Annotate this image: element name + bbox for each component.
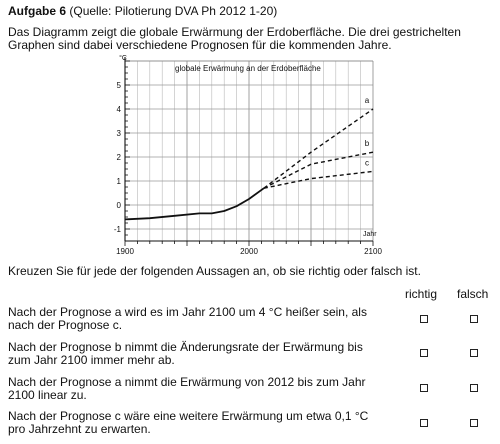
column-header-richtig: richtig bbox=[405, 287, 438, 301]
task-title: Aufgabe 6 bbox=[8, 4, 67, 18]
y-tick-label: 4 bbox=[116, 105, 121, 114]
series-label-c: c bbox=[365, 158, 369, 168]
x-axis-label: Jahr bbox=[363, 231, 377, 238]
chart-title: globale Erwärmung an der Erdoberfläche bbox=[175, 64, 321, 73]
y-tick-label: 5 bbox=[116, 81, 121, 90]
task-heading bbox=[8, 4, 277, 18]
intro-text: Das Diagramm zeigt die globale Erwärmung der Erdoberfläche. Die drei gestrichelten Graphen sind dabei verschiedene Prognosen für die kommenden Jahre. bbox=[8, 25, 461, 52]
x-tick-label: 2000 bbox=[240, 247, 258, 256]
statement-2: Nach der Prognose b nimmt die Änderungsrate der Erwärmung bis zum Jahr 2100 immer mehr ab. bbox=[8, 340, 363, 367]
chart-labels bbox=[116, 54, 377, 238]
statement-3-richtig-checkbox[interactable] bbox=[420, 384, 428, 392]
series-label-a: a bbox=[364, 96, 370, 105]
statement-3-falsch-checkbox[interactable] bbox=[470, 384, 478, 392]
series-label-b: b bbox=[364, 139, 370, 149]
statement-2-falsch-checkbox[interactable] bbox=[470, 349, 478, 357]
statement-4-richtig-checkbox[interactable] bbox=[420, 419, 428, 427]
y-tick-label: 1 bbox=[116, 177, 121, 186]
series-line-c bbox=[264, 171, 373, 188]
series-line-b bbox=[264, 152, 373, 188]
y-tick-label: 3 bbox=[116, 129, 121, 138]
statement-1: Nach der Prognose a wird es im Jahr 2100 um 4 °C heißer sein, als nach der Prognose c. bbox=[8, 305, 367, 332]
y-tick-label: 0 bbox=[116, 201, 121, 210]
x-tick-label: 1900 bbox=[116, 247, 134, 256]
chart-grid bbox=[125, 61, 373, 241]
statement-1-falsch-checkbox[interactable] bbox=[470, 315, 478, 323]
y-axis-label: °C bbox=[119, 55, 127, 62]
statement-2-richtig-checkbox[interactable] bbox=[420, 349, 428, 357]
task-source: (Quelle: Pilotierung DVA Ph 2012 1-20) bbox=[69, 4, 278, 18]
y-tick-label: 2 bbox=[116, 153, 121, 162]
x-tick-label: 2100 bbox=[364, 247, 382, 256]
column-header-falsch: falsch bbox=[457, 287, 489, 301]
series-line-measured bbox=[125, 188, 264, 219]
y-tick-label: -1 bbox=[113, 225, 121, 234]
statement-4-falsch-checkbox[interactable] bbox=[470, 419, 478, 427]
statement-3: Nach der Prognose a nimmt die Erwärmung von 2012 bis zum Jahr 2100 linear zu. bbox=[8, 375, 366, 402]
statement-1-richtig-checkbox[interactable] bbox=[420, 315, 428, 323]
warming-chart bbox=[100, 54, 400, 260]
instruction-text: Kreuzen Sie für jede der folgenden Aussagen an, ob sie richtig oder falsch ist. bbox=[8, 264, 421, 278]
statement-4: Nach der Prognose c wäre eine weitere Erwärmung um etwa 0,1 °C pro Jahrzehnt zu erwarten. bbox=[8, 409, 369, 436]
series-line-a bbox=[264, 109, 373, 188]
